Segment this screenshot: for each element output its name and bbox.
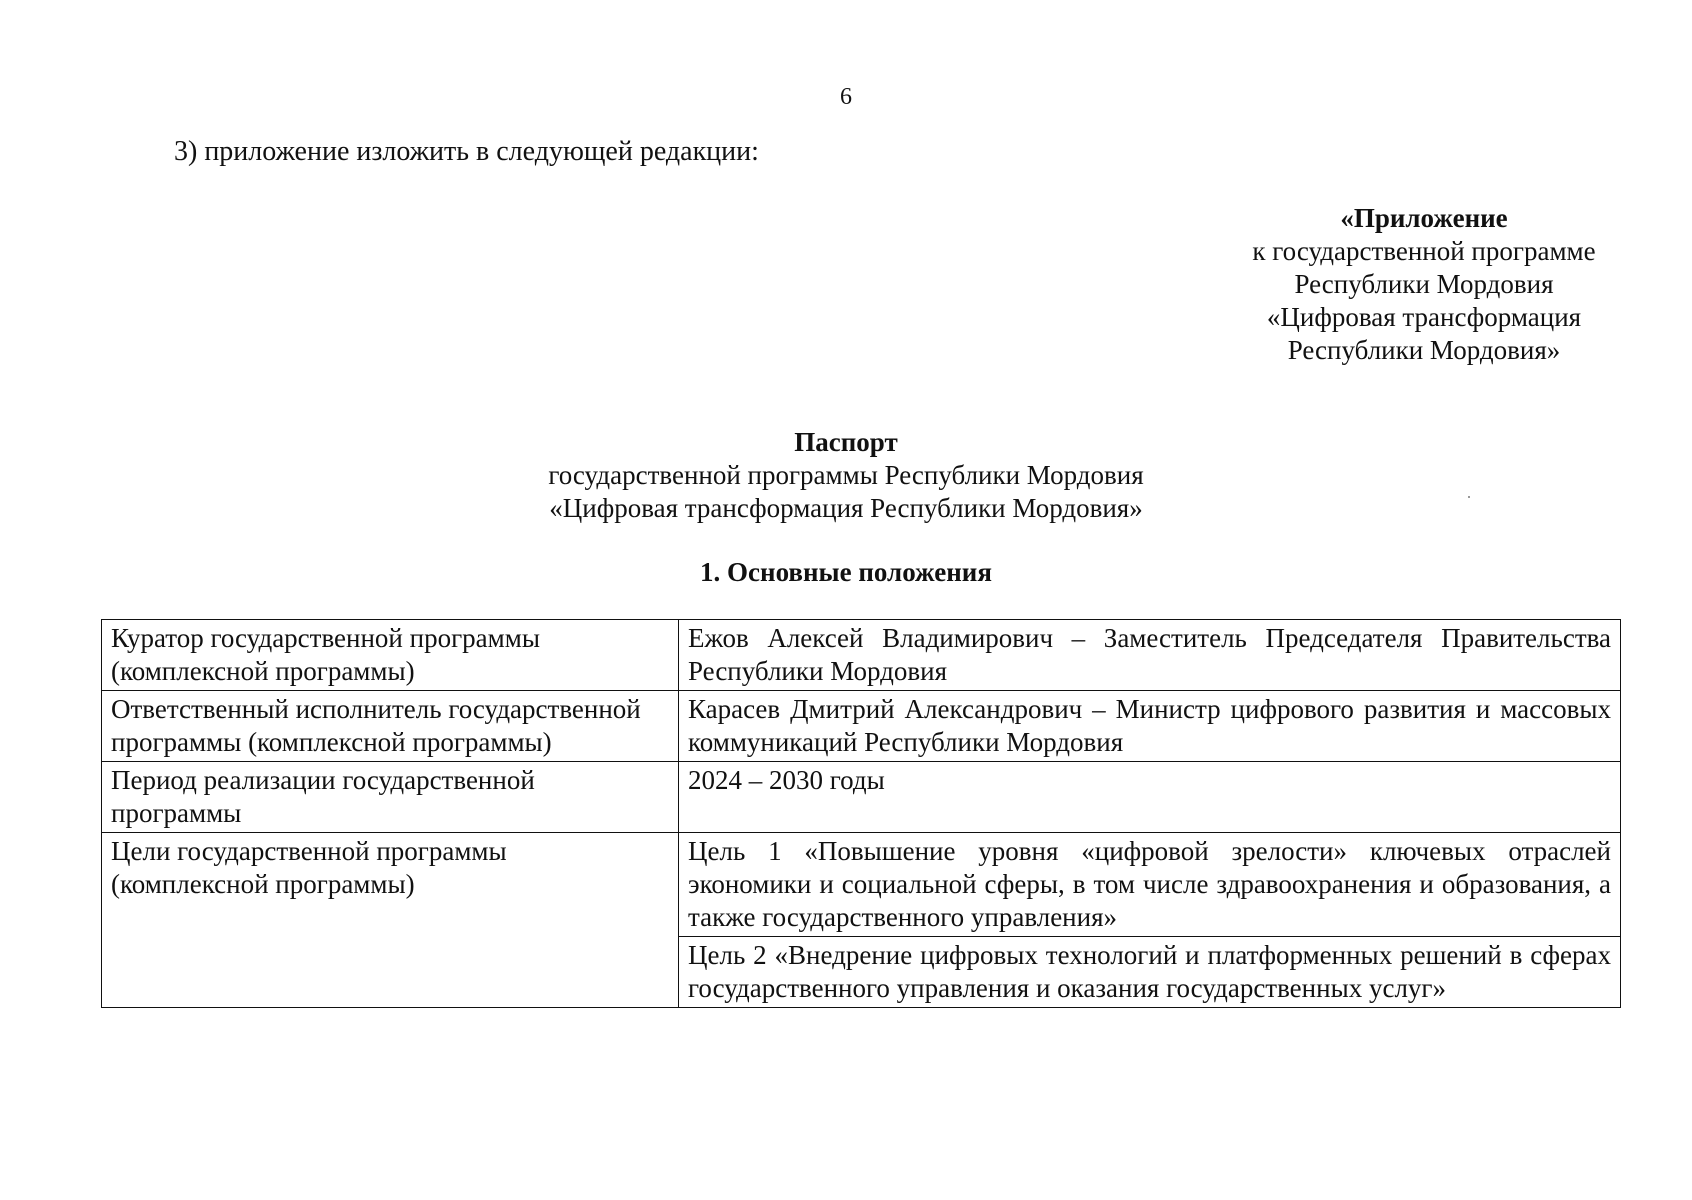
row-label: Период реализации государственной программы — [102, 762, 679, 833]
appendix-header — [1224, 202, 1624, 367]
row-value: Ежов Алексей Владимирович – Заместитель Председателя Правительства Республики Мордовия — [679, 620, 1621, 691]
page-number: 6 — [840, 84, 852, 110]
section-title: 1. Основные положения — [700, 557, 992, 587]
row-label: Ответственный исполнитель государственной программы (комплексной программы) — [102, 691, 679, 762]
scan-speck — [1468, 496, 1470, 498]
table-row — [102, 620, 1621, 691]
goal-cell: Цель 2 «Внедрение цифровых технологий и платформенных решений в сферах государственного управления и оказания государственных услуг» — [679, 937, 1621, 1008]
appendix-line: «Цифровая трансформация — [1266, 302, 1582, 332]
row-value: 2024 – 2030 годы — [679, 762, 1621, 833]
row-label: Куратор государственной программы (комплексной программы) — [102, 620, 679, 691]
appendix-line: Республики Мордовия — [1294, 269, 1554, 299]
passport-subtitle: государственной программы Республики Мордовия — [548, 460, 1144, 490]
row-value: Карасев Дмитрий Александрович – Министр цифрового развития и массовых коммуникаций Республики Мордовия — [679, 691, 1621, 762]
appendix-heading: «Приложение — [1340, 203, 1508, 233]
passport-subtitle: «Цифровая трансформация Республики Мордовия» — [549, 493, 1143, 523]
main-provisions-table — [101, 619, 1621, 1008]
appendix-line: Республики Мордовия» — [1287, 335, 1561, 365]
table-row — [102, 691, 1621, 762]
table-row — [102, 762, 1621, 833]
passport-title: Паспорт — [794, 427, 898, 457]
goal-cell: Цель 1 «Повышение уровня «цифровой зрелости» ключевых отраслей экономики и социальной сферы, в том числе здравоохранения и образования, а также государственного управления» — [679, 833, 1621, 937]
appendix-line: к государственной программе — [1252, 236, 1596, 266]
table-row — [102, 833, 1621, 937]
row-label: Цели государственной программы (комплексной программы) — [102, 833, 679, 1008]
passport-heading-block — [0, 426, 1692, 525]
intro-paragraph: 3) приложение изложить в следующей редакции: — [174, 136, 759, 167]
